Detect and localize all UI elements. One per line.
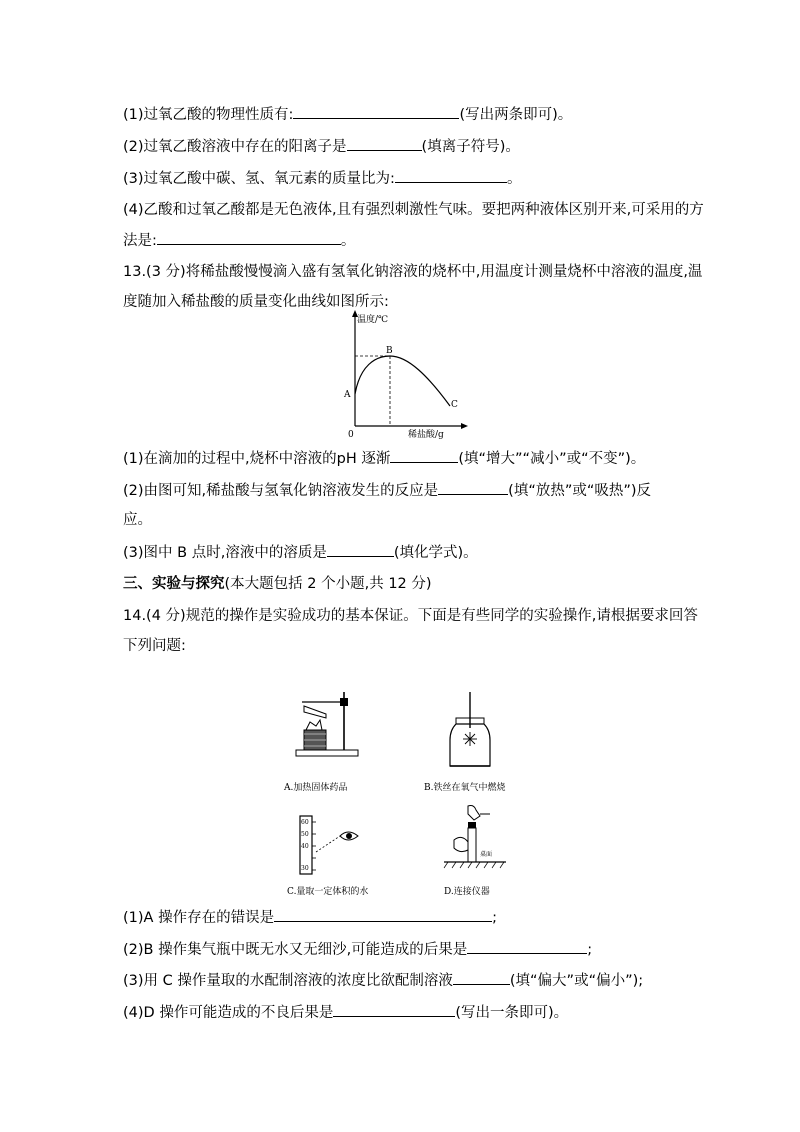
spark-icon	[463, 732, 477, 746]
answer-blank[interactable]	[333, 1002, 455, 1017]
scale-50: 50	[301, 831, 309, 838]
hand-bottom-icon	[454, 837, 468, 851]
point-b-label: B	[386, 346, 393, 356]
temperature-curve	[355, 356, 450, 406]
scale-40: 40	[301, 843, 309, 850]
q12-part4-hint: 。	[340, 233, 356, 249]
clamp-knob	[340, 698, 348, 706]
q13-part3-text: (3)图中 B 点时,溶液中的溶质是	[123, 545, 327, 561]
q13-part3-hint: (填化学式)。	[393, 545, 478, 561]
test-tube-d	[468, 828, 476, 862]
answer-blank[interactable]	[347, 136, 422, 151]
scale-60: 60	[301, 819, 309, 826]
answer-blank[interactable]	[453, 970, 510, 985]
section3-heading	[123, 574, 432, 594]
q14-part3	[123, 970, 643, 991]
q12-part2	[123, 136, 520, 157]
test-tube	[304, 706, 326, 718]
q12-part3-hint: 。	[506, 171, 522, 187]
q12-part1-hint: (写出两条即可)。	[459, 107, 573, 123]
answer-blank[interactable]	[395, 168, 507, 183]
hand-top-icon	[468, 806, 480, 821]
q14-part4	[123, 1002, 568, 1023]
q13-stem-line2: 度随加入稀盐酸的质量变化曲线如图所示:	[123, 294, 389, 310]
q13-part2	[123, 480, 651, 501]
caption-a: A.加热固体药品	[284, 783, 348, 793]
q14-part1-text: (1)A 操作存在的错误是	[123, 910, 275, 926]
figure-d-connecting-apparatus	[440, 804, 510, 878]
point-a-label: A	[344, 390, 351, 400]
caption-d: D.连接仪器	[444, 887, 490, 897]
stand-base	[296, 750, 358, 756]
q12-part3-text: (3)过氧乙酸中碳、氢、氧元素的质量比为:	[123, 171, 395, 187]
q14-part3-hint: (填“偏大”或“偏小”);	[509, 973, 644, 989]
scale-30: 30	[301, 865, 309, 872]
answer-blank[interactable]	[157, 230, 341, 245]
q14-part4-text: (4)D 操作可能造成的不良后果是	[123, 1005, 334, 1021]
temperature-graph	[340, 306, 470, 442]
answer-blank[interactable]	[438, 480, 508, 495]
q12-part3	[123, 168, 521, 189]
cylinder-ticks	[312, 822, 316, 870]
graph-ylabel: 温度/℃	[357, 315, 389, 325]
q13-part1-text: (1)在滴加的过程中,烧杯中溶液的pH 逐渐	[123, 451, 391, 467]
q12-part2-hint: (填离子符号)。	[421, 139, 520, 155]
answer-blank[interactable]	[390, 448, 458, 463]
q14-part3-text: (3)用 C 操作量取的水配制溶液的浓度比欲配制溶液	[123, 973, 453, 989]
q13-part2-hint: (填“放热”或“吸热”)反	[508, 483, 652, 499]
q12-part4-line2	[123, 230, 355, 251]
eye-pupil-icon	[346, 833, 352, 839]
answer-blank[interactable]	[467, 939, 587, 954]
q13-stem-line1: 13.(3 分)将稀盐酸慢慢滴入盛有氢氧化钠溶液的烧杯中,用温度计测量烧杯中溶液的温度,温	[123, 264, 703, 280]
rubber-stopper	[468, 822, 476, 828]
q13-part2-text: (2)由图可知,稀盐酸与氢氧化钠溶液发生的反应是	[123, 483, 439, 499]
answer-blank[interactable]	[293, 104, 459, 119]
section3-note: (本大题包括 2 个小题,共 12 分)	[224, 576, 432, 592]
figure-a-heating-solid	[282, 686, 374, 768]
x-axis-arrow-icon	[461, 423, 468, 429]
q14-part1-hint: ;	[492, 910, 497, 926]
figure-b-iron-burning	[440, 692, 500, 772]
q12-part2-text: (2)过氧乙酸溶液中存在的阳离子是	[123, 139, 347, 155]
q13-part1-hint: (填“增大”“减小”或“不变”)。	[458, 451, 646, 467]
graph-origin: 0	[348, 430, 354, 440]
answer-blank[interactable]	[327, 542, 394, 557]
q14-part2	[123, 939, 592, 960]
section3-title: 三、实验与探究	[123, 576, 225, 592]
q12-part1-text: (1)过氧乙酸的物理性质有:	[123, 107, 294, 123]
tabletop-hatching	[444, 862, 504, 868]
tabletop-label: 桌面	[480, 851, 493, 858]
caption-c: C.量取一定体积的水	[287, 887, 369, 897]
figure-c-measuring-water	[296, 812, 366, 878]
q12-part1	[123, 104, 572, 125]
q13-part3	[123, 542, 478, 563]
q13-part2-line2: 应。	[123, 512, 152, 528]
q12-part4-text: 法是:	[123, 233, 157, 249]
q13-part1	[123, 448, 645, 469]
q14-part2-hint: ;	[587, 942, 593, 958]
q14-stem-line2: 下列问题:	[123, 638, 186, 654]
graph-xlabel: 稀盐酸/g	[408, 430, 444, 440]
q14-part4-hint: (写出一条即可)。	[455, 1005, 569, 1021]
point-c-label: C	[451, 400, 458, 410]
q14-part1	[123, 907, 497, 928]
answer-blank[interactable]	[274, 907, 492, 922]
caption-b: B.铁丝在氧气中燃烧	[424, 783, 506, 793]
q12-part4-line1: (4)乙酸和过氧乙酸都是无色液体,且有强烈刺激性气味。要把两种液体区别开来,可采用的方	[123, 202, 704, 218]
flame-icon	[306, 720, 322, 730]
sight-line	[316, 836, 340, 852]
q14-stem-line1: 14.(4 分)规范的操作是实验成功的基本保证。下面是有些同学的实验操作,请根据要求回答	[123, 608, 698, 624]
q14-part2-text: (2)B 操作集气瓶中既无水又无细沙,可能造成的后果是	[123, 942, 468, 958]
